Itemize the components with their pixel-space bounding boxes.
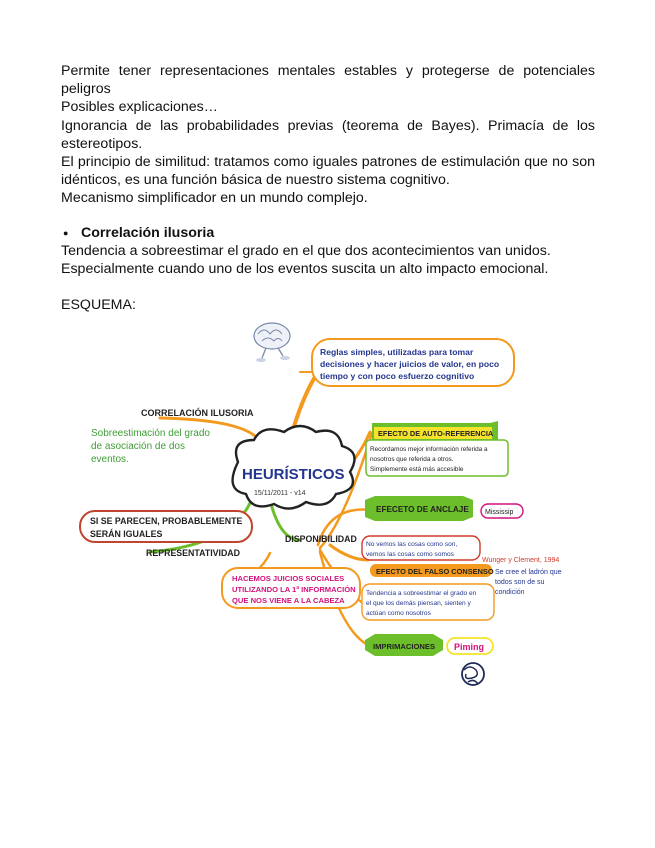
paragraph: El principio de similitud: tratamos como iguales patrones de estimulación que no son idénticos, es una función básica de nuestro sistema cognitivo. [61,154,595,189]
imprimaciones-node [365,634,493,656]
paragraph: Mecanismo simplificador en un mundo complejo. [61,190,368,207]
wunger-label: Wunger y Clement, 1994 [482,557,560,564]
svg-text:EFECETO DE ANCLAJE: EFECETO DE ANCLAJE [376,505,469,514]
svg-text:EFECTO DEL FALSO CONSENSO: EFECTO DEL FALSO CONSENSO [376,567,494,576]
paragraph: Ignorancia de las probabilidades previas (teorema de Bayes). Primacía de los estereotipos. [61,117,595,152]
reglas-line: tiempo y con poco esfuerzo cognitivo [320,371,475,381]
paragraph: Tendencia a sobreestimar el grado en el que dos acontecimientos van unidos. [61,242,551,259]
auto-referencia-node [366,421,508,476]
si-se-parecen-box [80,511,252,542]
svg-text:HACEMOS JUICIOS SOCIALES: HACEMOS JUICIOS SOCIALES [232,574,345,583]
paragraph: Posibles explicaciones… [61,99,218,116]
correlacion-label: CORRELACIÓN ILUSORIA [141,408,254,418]
svg-text:SI SE PARECEN, PROBABLEMENTE: SI SE PARECEN, PROBABLEMENTE [90,516,243,526]
svg-text:nosotros que referida a otros.: nosotros que referida a otros. [370,456,454,463]
svg-text:IMPRIMACIONES: IMPRIMACIONES [373,642,436,651]
reglas-line: Reglas simples, utilizadas para tomar [320,347,474,357]
svg-text:todos son de su: todos son de su [495,579,545,586]
mississip-label: Mississip [485,509,514,516]
svg-text:Sobreestimación del grado: Sobreestimación del grado [91,428,210,439]
doodle-icon [462,663,484,685]
svg-text:vemos las cosas como somos: vemos las cosas como somos [366,551,454,558]
svg-text:condición: condición [495,589,525,596]
paragraph: Especialmente cuando uno de los eventos suscita un alto impacto emocional. [61,261,549,278]
anclaje-node [365,496,523,521]
center-date: 15/11/2011 - v14 [254,490,306,497]
falso-consenso-node [362,564,562,620]
svg-text:Simplemente está más accesible: Simplemente está más accesible [370,466,464,473]
svg-text:EFECTO DE AUTO-REFERENCIA: EFECTO DE AUTO-REFERENCIA [378,429,494,438]
svg-text:UTILIZANDO LA 1ª INFORMACIÓN: UTILIZANDO LA 1ª INFORMACIÓN [232,585,356,594]
center-title: HEURÍSTICOS [242,466,345,483]
svg-text:Recordamos mejor información r: Recordamos mejor información referida a [370,446,488,453]
esquema-label: ESQUEMA: [61,297,136,314]
brain-icon [254,323,290,362]
svg-text:Tendencia a sobreestimar el gr: Tendencia a sobreestimar el grado en [366,590,477,597]
svg-text:Se cree el ladrón que: Se cree el ladrón que [495,569,562,576]
no-vemos-box [362,536,480,560]
sobreestimacion-text [91,428,210,465]
svg-text:actúan como nosotros: actúan como nosotros [366,610,431,617]
svg-text:SERÁN IGUALES: SERÁN IGUALES [90,529,163,539]
svg-text:eventos.: eventos. [91,454,129,465]
svg-text:de asociación de dos: de asociación de dos [91,441,185,452]
svg-text:QUE NOS VIENE A LA CABEZA: QUE NOS VIENE A LA CABEZA [232,596,345,605]
svg-text:No vemos las cosas como son,: No vemos las cosas como son, [366,541,458,548]
hacemos-box [222,568,360,608]
priming-label: Piming [454,642,485,652]
central-cloud [233,426,355,509]
reglas-box [312,339,514,386]
paragraph: Permite tener representaciones mentales estables y protegerse de potenciales peligros [61,63,595,98]
bullet-heading: ● Correlación ilusoria [61,224,595,242]
svg-text:el que los demás piensan, sien: el que los demás piensan, sienten y [366,600,471,607]
reglas-line: decisiones y hacer juicios de valor, en poco [320,359,500,369]
representatividad-label: REPRESENTATIVIDAD [146,548,241,558]
disponibilidad-label: DISPONIBILIDAD [285,534,357,544]
